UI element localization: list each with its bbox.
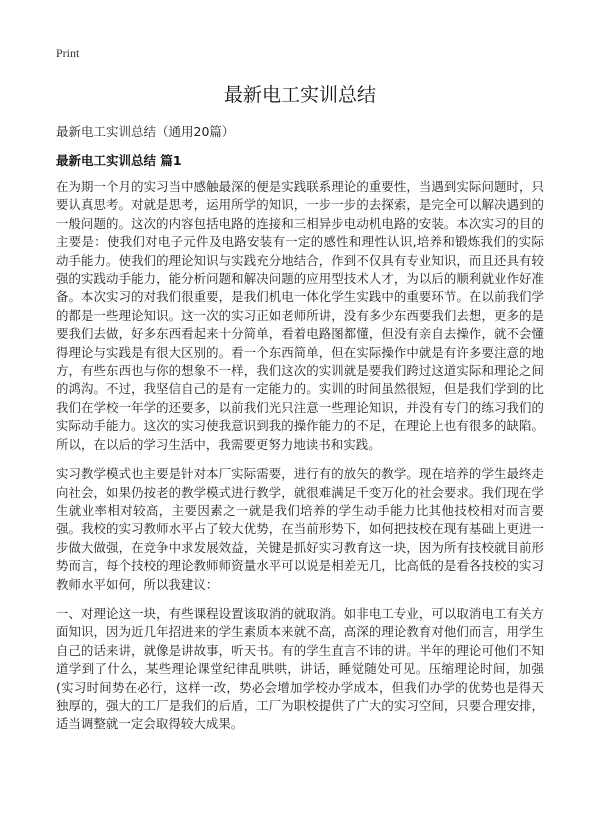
section-heading: 最新电工实训总结 篇1 (56, 153, 182, 168)
print-label: Print (56, 46, 80, 60)
paragraph-1: 在为期一个月的实习当中感触最深的便是实践联系理论的重要性，当遇到实际问题时，只要认真思考。对就是思考，运用所学的知识，一步一步的去探索，是完全可以解决遇到的一般问题的。这次的内容包括电路的连接和三相异步电动机电路的安装。本次实习的目的主要是：使我们对电子元件及电路安装有一定的感性和理性认识,培养和锻炼我们的实际动手能力。使我们的理论知识与实践充分地结合，作到不仅具有专业知识，而且还具有较强的实践动手能力，能分析问题和解决问题的应用型技术人才，为以后的顺利就业作好准备。本次实习的对我们很重要，是我们机电一体化学生实践中的重要环节。在以前我们学的都是一些理论知识。这一次的实习正如老师所讲，没有多少东西要我们去想，更多的是要我们去做，好多东西看起来十分简单，看着电路图都懂，但没有亲自去操作，就不会懂得理论与实践是有很大区别的。看一个东西简单，但在实际操作中就是有许多要注意的地方，有些东西也与你的想象不一样，我们这次的实训就是要我们跨过这道实际和理论之间的鸿沟。不过，我坚信自己的是有一定能力的。实训的时间虽然很短，但是我们学到的比我们在学校一年学的还要多，以前我们光只注意一些理论知识，并没有专门的练习我们的实际动手能力。这次的实习使我意识到我的操作能力的不足，在理论上也有很多的缺陷。所以，在以后的学习生活中，我需要更努力地读书和实践。 (56, 179, 544, 452)
document-title: 最新电工实训总结 (223, 84, 376, 106)
document-body (56, 178, 544, 745)
document-subtitle: 最新电工实训总结（通用20篇） (56, 124, 235, 139)
paragraph-3: 一、对理论这一块，有些课程设置该取消的就取消。如非电工专业，可以取消电工有关方面知识，因为近几年招进来的学生素质本来就不高，高深的理论教育对他们而言，用学生自己的话来讲，就像是讲故事，听天书。有的学生直言不讳的讲。半年的理论可他们不知道学到了什么，某些理论课堂纪律乱哄哄，讲话，睡觉随处可见。压缩理论时间，加强(实习时间势在必行，这样一改，势必会增加学校办学成本，但我们办学的优势也是得天独厚的，强大的工厂是我们的后盾，工厂为职校提供了广大的实习空间，只要合理安排，适当调整就一定会取得较大成果。 (56, 605, 544, 732)
paragraph-2: 实习教学模式也主要是针对本厂实际需要，进行有的放矢的教学。现在培养的学生最终走向社会，如果仍按老的教学模式进行教学，就很难满足千变万化的社会要求。我们现在学生就业率相对较高，主要因素之一就是我们培养的学生动手能力比其他技校相对而言要强。我校的实习教师水平占了较大优势，在当前形势下，如何把技校在现有基础上更进一步做大做强，在竞争中求发展效益，关键是抓好实习教育这一块，因为所有技校就目前形势而言，每个技校的理论教师师资量水平可以说是相差无几，比高低的是看各技校的实习教师水平如何，所以我建议： (56, 466, 544, 592)
